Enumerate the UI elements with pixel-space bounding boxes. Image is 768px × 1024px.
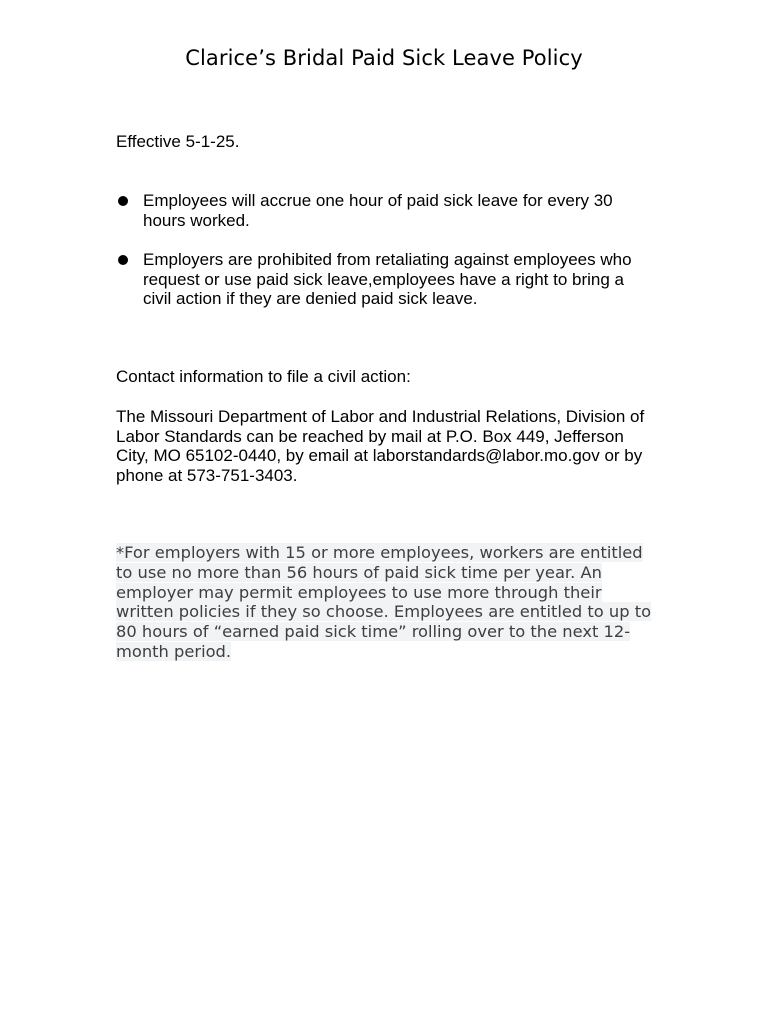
policy-bullet-text: Employees will accrue one hour of paid sick leave for every 30 hours worked. (143, 191, 613, 230)
policy-bullet-text: Employers are prohibited from retaliating against employees who request or use paid sick leave,employees have a right to bring a civil action if they are denied paid sick leave. (143, 250, 632, 309)
policy-bullet-item (116, 191, 656, 230)
policy-bullet-item (116, 250, 656, 309)
footnote-paragraph (116, 543, 661, 662)
bullet-icon (118, 196, 128, 206)
contact-paragraph: The Missouri Department of Labor and Industrial Relations, Division of Labor Standards can be reached by mail at P.O. Box 449, Jefferson City, MO 65102-0440, by email at laborstandards@labor.mo.gov or by phone at 573-751-3403. (116, 407, 645, 485)
policy-bullet-list (116, 191, 656, 329)
bullet-icon (118, 255, 128, 265)
contact-heading: Contact information to file a civil action: (116, 367, 411, 386)
effective-date: Effective 5-1-25. (116, 132, 240, 151)
footnote-text: *For employers with 15 or more employees, workers are entitled to use no more than 56 hours of paid sick time per year. An employer may permit employees to use more through their written policies if they so choose. Employees are entitled to up to 80 hours of “earned paid sick time” rolling over to the next 12-month period. (116, 543, 652, 661)
document-title: Clarice’s Bridal Paid Sick Leave Policy (185, 46, 583, 70)
